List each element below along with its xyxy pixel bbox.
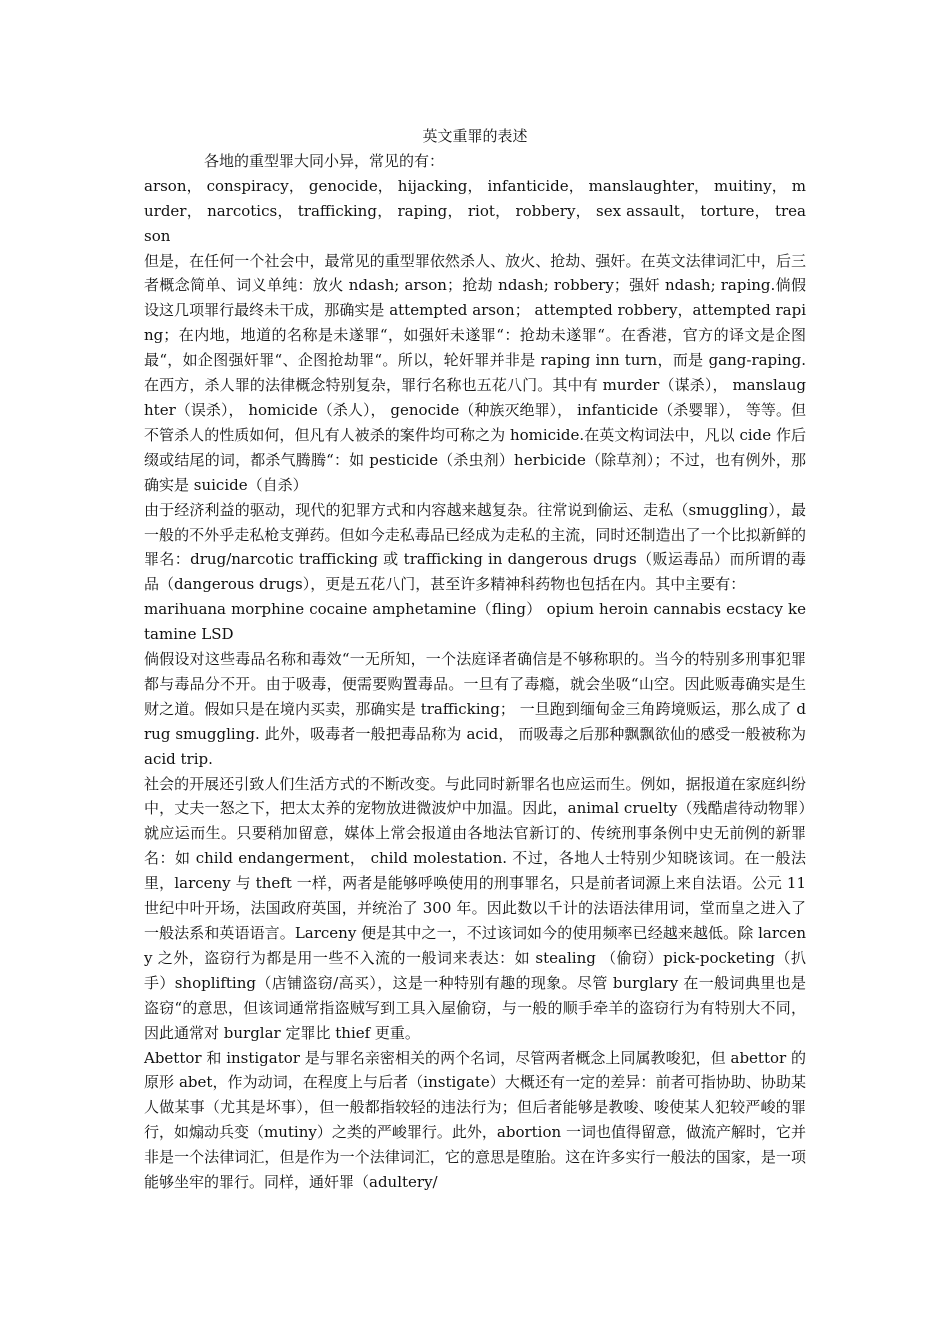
intro-line: 各地的重型罪大同小异，常见的有：	[204, 151, 445, 170]
paragraph-crime-list: arson， conspiracy， genocide， hijacking， infanticide， manslaughter， muitiny， murder， narcotics， trafficking， raping， riot， robbery， sex assault， torture， treason	[144, 176, 806, 245]
paragraph-common-crimes: 但是，在任何一个社会中，最常见的重型罪依然杀人、放火、抢劫、强奸。在英文法律词汇中，后三者概念简单、词义单纯：放火 ndash; arson；抢劫 ndash; robbery；强奸 ndash; raping.倘假设这几项罪行最终未干成，那确实是 attempted arson； attempted robbery，attempted raping；在内地，地道的名称是未遂罪“，如强奸未遂罪“：抢劫未遂罪“。在香港，官方的译文是企图最“，如企图强奸罪“、企图抢劫罪“。所以，轮奸罪并非是 raping inn turn，而是 gang-raping.在西方，杀人罪的法律概念特别复杂，罪行名称也五花八门。其中有 murder（谋杀）， manslaughter（误杀）， homicide（杀人）， genocide（种族灭绝罪）， infanticide（杀婴罪）， 等等。但不管杀人的性质如何，但凡有人被杀的案件均可称之为 homicide.在英文构词法中，凡以 cide 作后缀或结尾的词，都杀气腾腾“：如 pesticide（杀虫剂）herbicide（除草剂）；不过，也有例外，那确实是 suicide（自杀）	[144, 251, 806, 494]
paragraph-drug-trafficking: 倘假设对这些毒品名称和毒效“一无所知，一个法庭译者确信是不够称职的。当今的特别多刑事犯罪都与毒品分不开。由于吸毒，便需要购置毒品。一旦有了毒瘾，就会坐吸“山空。因此贩毒确实是生财之道。假如只是在境内买卖，那确实是 trafficking； 一旦跑到缅甸金三角跨境贩运，那么成了 drug smuggling. 此外，吸毒者一般把毒品称为 acid， 而吸毒之后那种飘飘欲仙的感受一般被称为 acid trip.	[144, 650, 806, 768]
document-page	[144, 124, 806, 1195]
paragraph-new-crimes: 社会的开展还引致人们生活方式的不断改变。与此同时新罪名也应运而生。例如，据报道在家庭纠纷中，丈夫一怒之下，把太太养的宠物放进微波炉中加温。因此，animal cruelty（残酷虐待动物罪）就应运而生。只要稍加留意，媒体上常会报道由各地法官新订的、传统刑事条例中史无前例的新罪名：如 child endangerment， child molestation. 不过，各地人士特别少知晓该词。在一般法里，larceny 与 theft 一样，两者是能够呼唤使用的刑事罪名，只是前者词源上来自法语。公元 11 世纪中叶开场，法国政府英国，并统治了 300 年。因此数以千计的法语法律用词，堂而皇之进入了一般法系和英语语言。Larceny 便是其中之一，不过该词如今的使用频率已经越来越低。除 larceny 之外，盗窃行为都是用一些不入流的一般词来表达：如 stealing （偷窃）pick-pocketing（扒手）shoplifting（店铺盗窃/高买），这是一种特别有趣的现象。尽管 burglary 在一般词典里也是盗窃“的意思，但该词通常指盗贼写到工具入屋偷窃，与一般的顺手牵羊的盗窃行为有特别大不同，因此通常对 burglar 定罪比 thief 更重。	[144, 774, 806, 1042]
paragraph-drug-list: marihuana morphine cocaine amphetamine（fling） opium heroin cannabis ecstacy ketamine LSD	[144, 600, 806, 644]
document-title: 英文重罪的表述	[422, 127, 528, 145]
paragraph-abettor-instigator: Abettor 和 instigator 是与罪名亲密相关的两个名词，尽管两者概念上同属教唆犯，但 abettor 的原形 abet，作为动词，在程度上与后者（instigate）大概还有一定的差异：前者可指协助、协助某人做某事（尤其是坏事），但一般都指较轻的违法行为；但后者能够是教唆、唆使某人犯较严峻的罪行，如煽动兵变（mutiny）之类的严峻罪行。此外，abortion 一词也值得留意，做流产解时，它并非是一个法律词汇，但是作为一个法律词汇，它的意思是堕胎。这在许多实行一般法的国家，是一项能够坐牢的罪行。同样，通奸罪（adultery/	[144, 1048, 806, 1192]
paragraph-smuggling: 由于经济利益的驱动，现代的犯罪方式和内容越来越复杂。往常说到偷运、走私（smuggling），最一般的不外乎走私枪支弹药。但如今走私毒品已经成为走私的主流，同时还制造出了一个比拟新鲜的罪名：drug/narcotic trafficking 或 trafficking in dangerous drugs（贩运毒品）而所谓的毒品（dangerous drugs），更是五花八门，甚至许多精神科药物也包括在内。其中主要有：	[144, 500, 806, 594]
